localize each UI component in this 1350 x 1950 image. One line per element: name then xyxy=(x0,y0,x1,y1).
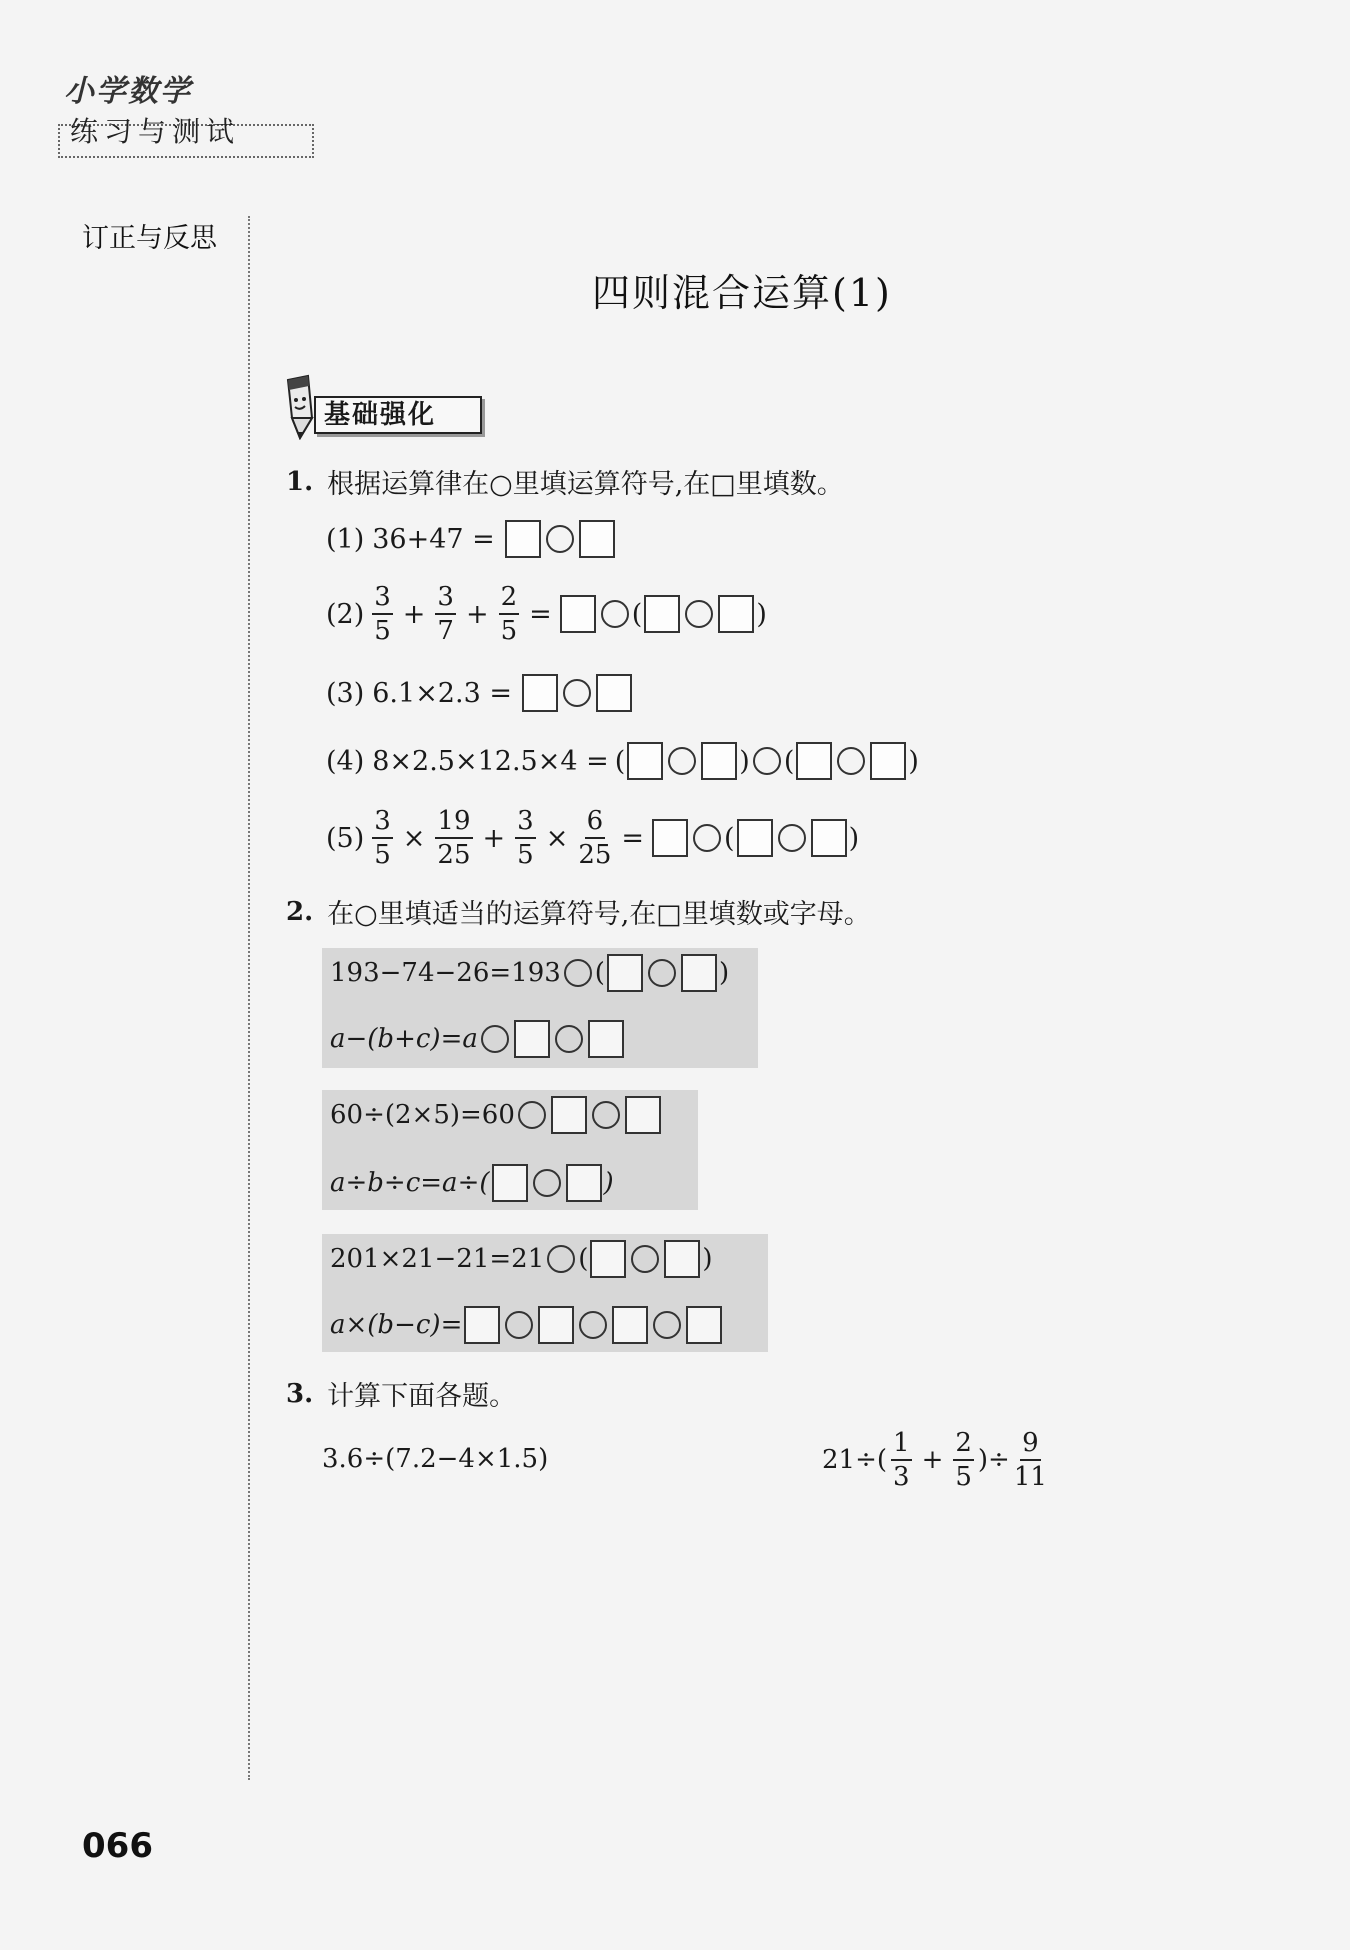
operator-circle[interactable] xyxy=(653,1311,681,1339)
answer-box[interactable] xyxy=(492,1164,528,1202)
operator-circle[interactable] xyxy=(601,600,629,628)
operator-circle[interactable] xyxy=(579,1311,607,1339)
operator-circle[interactable] xyxy=(547,1245,575,1273)
answer-box[interactable] xyxy=(607,954,643,992)
operator-circle[interactable] xyxy=(555,1025,583,1053)
answer-box[interactable] xyxy=(590,1240,626,1278)
fraction: $\frac{1}{3}$ xyxy=(893,1428,910,1492)
operator-circle[interactable] xyxy=(592,1101,620,1129)
block3-line2: a×(b−c)= xyxy=(330,1306,724,1344)
operator-circle[interactable] xyxy=(564,959,592,987)
answer-box[interactable] xyxy=(627,742,663,780)
block1-line2: a−(b+c)=a xyxy=(330,1020,626,1058)
operator-circle[interactable] xyxy=(481,1025,509,1053)
answer-box[interactable] xyxy=(538,1306,574,1344)
q3-text: 计算下面各题。 xyxy=(327,1381,517,1412)
q1-item-1 xyxy=(326,520,617,558)
answer-box[interactable] xyxy=(579,520,615,558)
q1-item-3 xyxy=(326,674,634,712)
operator-circle[interactable] xyxy=(753,747,781,775)
operator-circle[interactable] xyxy=(533,1169,561,1197)
page-title: 四则混合运算(1) xyxy=(592,271,892,315)
answer-box[interactable] xyxy=(505,520,541,558)
q1-item-5: (5) $\frac{3}{5}$ × $\frac{19}{25}$ + $\frac{3}{5}$ × $\frac{6}{25}$ = ( ) xyxy=(326,806,860,870)
operator-circle[interactable] xyxy=(648,959,676,987)
fraction: $\frac{3}{7}$ xyxy=(437,582,454,646)
q3-number: 3. xyxy=(286,1378,314,1409)
page-number: 066 xyxy=(82,1826,153,1866)
operator-circle[interactable] xyxy=(837,747,865,775)
operator-circle[interactable] xyxy=(546,525,574,553)
fraction: $\frac{3}{5}$ xyxy=(374,806,391,870)
q1-item-4: (4) 8×2.5×12.5×4 = ( ) ( ) xyxy=(326,742,919,780)
fraction: $\frac{2}{5}$ xyxy=(500,582,518,646)
q1-text: 根据运算律在○里填运算符号,在□里填数。 xyxy=(327,469,844,500)
answer-box[interactable] xyxy=(560,595,596,633)
fraction: $\frac{6}{25}$ xyxy=(578,806,612,870)
answer-box[interactable] xyxy=(664,1240,700,1278)
answer-box[interactable] xyxy=(718,595,754,633)
series-title: 小学数学 xyxy=(64,74,192,109)
book-subtitle: 练习与测试 xyxy=(70,115,241,148)
block2-line1: 60÷(2×5)=60 xyxy=(330,1096,663,1134)
margin-label: 订正与反思 xyxy=(82,223,217,254)
answer-box[interactable] xyxy=(681,954,717,992)
operator-circle[interactable] xyxy=(693,824,721,852)
block1-line1: 193−74−26=193 ( ) xyxy=(330,954,729,992)
answer-box[interactable] xyxy=(686,1306,722,1344)
operator-circle[interactable] xyxy=(668,747,696,775)
operator-circle[interactable] xyxy=(518,1101,546,1129)
item-label: (3) xyxy=(326,677,365,709)
q1-heading xyxy=(286,462,844,501)
operator-circle[interactable] xyxy=(563,679,591,707)
answer-box[interactable] xyxy=(612,1306,648,1344)
operator-circle[interactable] xyxy=(505,1311,533,1339)
q2-heading xyxy=(286,892,871,931)
answer-box[interactable] xyxy=(566,1164,602,1202)
answer-box[interactable] xyxy=(596,674,632,712)
answer-box[interactable] xyxy=(522,674,558,712)
answer-box[interactable] xyxy=(551,1096,587,1134)
answer-box[interactable] xyxy=(644,595,680,633)
q2-text: 在○里填适当的运算符号,在□里填数或字母。 xyxy=(327,899,871,930)
answer-box[interactable] xyxy=(588,1020,624,1058)
answer-box[interactable] xyxy=(737,819,773,857)
answer-box[interactable] xyxy=(701,742,737,780)
q3-expression-2: 21÷( $\frac{1}{3}$ + $\frac{2}{5}$ )÷ $\frac{9}{11}$ xyxy=(822,1428,1047,1492)
margin-rule xyxy=(248,216,250,1780)
q2-number: 2. xyxy=(286,896,314,927)
section-label: 基础强化 xyxy=(314,396,482,434)
q1-number: 1. xyxy=(286,466,314,497)
answer-box[interactable] xyxy=(625,1096,661,1134)
item-label: (4) xyxy=(326,745,365,777)
block2-line2: a÷b÷c=a÷( ) xyxy=(330,1164,614,1202)
answer-box[interactable] xyxy=(870,742,906,780)
operator-circle[interactable] xyxy=(778,824,806,852)
item-label: (1) xyxy=(326,523,365,555)
answer-box[interactable] xyxy=(652,819,688,857)
q3-expression-1: 3.6÷(7.2−4×1.5) xyxy=(322,1444,549,1474)
answer-box[interactable] xyxy=(796,742,832,780)
fraction: $\frac{9}{11}$ xyxy=(1013,1428,1047,1492)
item-expression: 8×2.5×12.5×4 = xyxy=(372,745,609,777)
block3-line1: 201×21−21=21 ( ) xyxy=(330,1240,713,1278)
answer-box[interactable] xyxy=(464,1306,500,1344)
fraction: $\frac{19}{25}$ xyxy=(437,806,471,870)
item-expression: 36+47 = xyxy=(372,523,495,555)
answer-box[interactable] xyxy=(811,819,847,857)
q3-heading xyxy=(286,1374,516,1413)
item-label: (5) xyxy=(326,822,365,854)
fraction: $\frac{3}{5}$ xyxy=(374,582,391,646)
fraction: $\frac{2}{5}$ xyxy=(955,1428,972,1492)
item-expression: 6.1×2.3 = xyxy=(372,677,512,709)
fraction: $\frac{3}{5}$ xyxy=(517,806,534,870)
item-label: (2) xyxy=(326,598,365,630)
operator-circle[interactable] xyxy=(631,1245,659,1273)
pencil-icon xyxy=(282,374,316,440)
operator-circle[interactable] xyxy=(685,600,713,628)
q1-item-2: (2) $\frac{3}{5}$ + $\frac{3}{7}$ + $\frac{2}{5}$ = ( ) xyxy=(326,582,767,646)
answer-box[interactable] xyxy=(514,1020,550,1058)
